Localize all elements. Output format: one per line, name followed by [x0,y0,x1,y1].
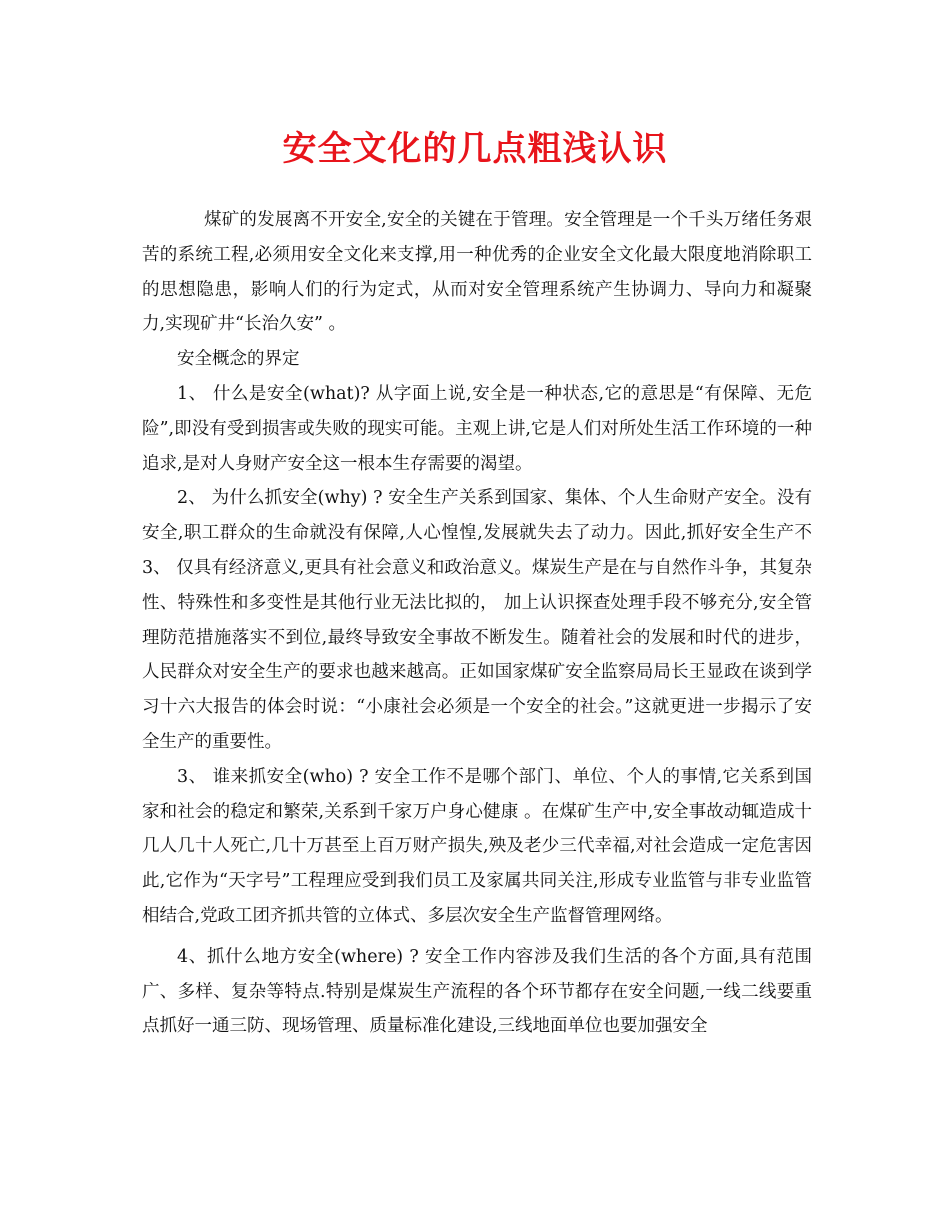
section-heading: 安全概念的界定 [177,349,300,370]
document-body [142,203,812,1044]
document-title: 安全文化的几点粗浅认识 [282,129,668,169]
paragraph-where: 4、抓什么地方安全(where) ? 安全工作内容涉及我们生活的各个方面,具有范围广、多样、复杂等特点.特别是煤炭生产流程的各个环节都存在安全问题,一线二线要重点抓好一通三防、现场管理、质量标准化建设,三线地面单位也要加强安全 [142,946,812,1037]
paragraph-what: 1、 什么是安全(what)? 从字面上说,安全是一种状态,它的意思是“有保障、无危险”,即没有受到损害或失败的现实可能。主观上讲,它是人们对所处生活工作环境的一种追求,是对人身财产安全这一根本生存需要的渴望。 [142,383,812,474]
paragraph-who: 3、 谁来抓安全(who) ? 安全工作不是哪个部门、单位、个人的事情,它关系到国家和社会的稳定和繁荣,关系到千家万户身心健康 。在煤矿生产中,安全事故动辄造成十几人几十人死亡,几十万甚至上百万财产损失,殃及老少三代幸福,对社会造成一定危害因此,它作为“天字号”工程理应受到我们员工及家属共同关注,形成专业监管与非专业监管相结合,党政工团齐抓共管的立体式、多层次安全生产监督管理网络。 [142,766,812,926]
paragraph-why: 2、 为什么抓安全(why) ? 安全生产关系到国家、集体、个人生命财产安全。没有安全,职工群众的生命就没有保障,人心惶惶,发展就失去了动力。因此,抓好安全生产不3、 仅具有经济意义,更具有社会意义和政治意义。煤炭生产是在与自然作斗争，其复杂性、特殊性和多变性是其他行业无法比拟的， 加上认识探查处理手段不够充分,安全管理防范措施落实不到位,最终导致安全事故不断发生。随着社会的发展和时代的进步，人民群众对安全生产的要求也越来越高。正如国家煤矿安全监察局局长王显政在谈到学习十六大报告的体会时说：“小康社会必须是一个安全的社会。”这就更进一步揭示了安全生产的重要性。 [142,488,812,752]
paragraph-intro: 煤矿的发展离不开安全,安全的关键在于管理。安全管理是一个千头万绪任务艰苦的系统工程,必须用安全文化来支撑,用一种优秀的企业安全文化最大限度地消除职工的思想隐患，影响人们的行为定式，从而对安全管理系统产生协调力、导向力和凝聚力,实现矿井“长治久安” 。 [142,210,812,335]
